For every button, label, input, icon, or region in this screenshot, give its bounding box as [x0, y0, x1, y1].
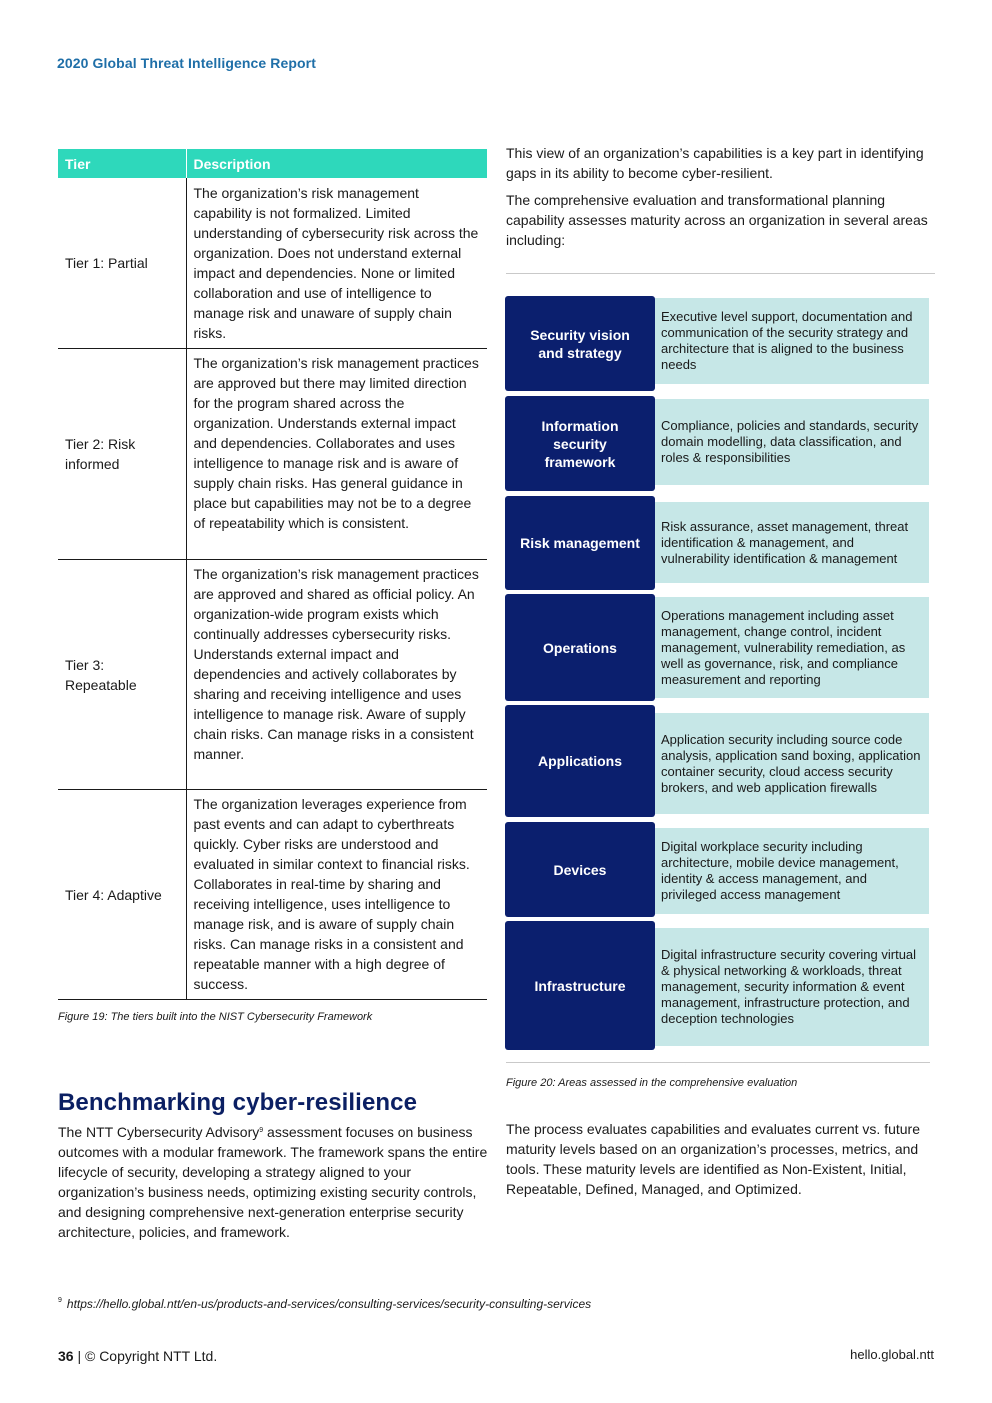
- area-label: Security vision and strategy: [505, 296, 655, 391]
- footnote: [58, 1297, 591, 1311]
- benchmark-paragraph: [58, 1122, 488, 1242]
- figure-19-caption: Figure 19: The tiers built into the NIST Cybersecurity Framework: [58, 1011, 373, 1023]
- table-row: [58, 178, 487, 349]
- description-column-header: Description: [186, 149, 487, 178]
- area-label: Risk management: [505, 496, 655, 590]
- area-information-security-framework: [505, 396, 929, 491]
- area-description: Digital infrastructure security covering virtual & physical networking & workloads, threat management, security information & event management, infrastructure protection, and deception technologies: [655, 928, 929, 1046]
- process-paragraph: The process evaluates capabilities and evaluates current vs. future maturity levels based on an organization’s processes, metrics, and tools. These maturity levels are identified as Non-Existent, Initial, Repeatable, Defined, Managed, and Optimized.: [506, 1121, 921, 1197]
- footnote-number: 9: [58, 1297, 62, 1304]
- area-infrastructure: [505, 921, 929, 1050]
- area-label: Infrastructure: [505, 921, 655, 1050]
- area-operations: [505, 594, 929, 701]
- area-label: Applications: [505, 705, 655, 817]
- tier-description: The organization’s risk management practices are approved and shared as official policy. An organization-wide program exists which continually addresses cybersecurity risks. Understands external impact and dependencies and actively collaborates by sharing and receiving intelligence and uses intelligence to manage risk. Aware of supply chain risks. Can manage risks in a consistent manner.: [186, 560, 487, 790]
- area-label: Devices: [505, 822, 655, 917]
- tier-name: Tier 2: Risk informed: [58, 349, 186, 560]
- divider: [506, 273, 935, 274]
- table-row: [58, 560, 487, 790]
- table-row: [58, 349, 487, 560]
- page-footer: [58, 1348, 217, 1364]
- tier-description: The organization’s risk management capability is not formalized. Limited understanding of cybersecurity risk across the organization. Does not understand external impact and dependencies. None or limited collaboration and use of intelligence to manage risk and unaware of supply chain risks.: [186, 178, 487, 349]
- tier-name: Tier 1: Partial: [58, 178, 186, 349]
- running-header: 2020 Global Threat Intelligence Report: [57, 55, 316, 71]
- footnote-url[interactable]: https://hello.global.ntt/en-us/products-and-services/consulting-services/security-consulting-services: [66, 1297, 592, 1311]
- figure-20-caption: Figure 20: Areas assessed in the comprehensive evaluation: [506, 1077, 798, 1089]
- tier-name: Tier 4: Adaptive: [58, 790, 186, 1000]
- intro-paragraph-2: The comprehensive evaluation and transformational planning capability assesses maturity across an organization in several areas including:: [506, 192, 928, 248]
- area-description: Risk assurance, asset management, threat identification & management, and vulnerability identification & management: [655, 502, 929, 583]
- section-heading: Benchmarking cyber-resilience: [58, 1089, 418, 1116]
- footnote-reference[interactable]: 9: [259, 1127, 264, 1134]
- area-description: Executive level support, documentation and communication of the security strategy and architecture that is aligned to the business needs: [655, 298, 929, 384]
- tier-table: [58, 149, 487, 1000]
- tier-description: The organization’s risk management practices are approved but there may limited direction for the program shared across the organization. Understands external impact and dependencies. Collaborates and uses intelligence to manage risk and is aware of supply chain risks. Has general guidance in place but capabilities may not be to a degree of repeatability which is consistent.: [186, 349, 487, 560]
- area-label: Operations: [505, 594, 655, 701]
- tier-description: The organization leverages experience from past events and can adapt to cyberthreats quickly. Cyber risks are understood and evaluated in similar context to financial risks. Collaborates in real-time by sharing and receiving intelligence, uses intelligence to manage risk, and is aware of supply chain risks. Can manage risks in a consistent and repeatable manner with a high degree of success.: [186, 790, 487, 1000]
- benchmark-text-end: assessment focuses on business outcomes with a modular framework. The framework spans the entire lifecycle of security, developing a strategy aligned to your organization’s business needs, optimizing existing security controls, and designing comprehensive next-generation enterprise security architecture, policies, and framework.: [58, 1124, 488, 1240]
- area-description: Compliance, policies and standards, security domain modelling, data classification, and roles & responsibilities: [655, 399, 929, 485]
- tier-column-header: Tier: [58, 149, 186, 178]
- area-security-vision: [505, 296, 929, 391]
- tier-name: Tier 3: Repeatable: [58, 560, 186, 790]
- area-description: Application security including source code analysis, application sand boxing, application container security, cloud access security brokers, and web application firewalls: [655, 713, 929, 814]
- area-risk-management: [505, 496, 929, 590]
- area-applications: [505, 705, 929, 817]
- divider: [506, 1062, 930, 1063]
- area-description: Operations management including asset management, change control, incident management, vulnerability remediation, as well as governance, risk, and compliance measurement and reporting: [655, 597, 929, 698]
- intro-paragraph-1: This view of an organization’s capabilities is a key part in identifying gaps in its ability to become cyber-resilient.: [506, 145, 924, 181]
- intro-text: [506, 143, 936, 250]
- table-row: [58, 790, 487, 1000]
- area-devices: [505, 822, 929, 917]
- area-description: Digital workplace security including architecture, mobile device management, identity & access management, and privileged access management: [655, 828, 929, 914]
- tier-table-header-row: [58, 149, 487, 178]
- area-label: Information security framework: [505, 396, 655, 491]
- footer-site-link[interactable]: hello.global.ntt: [850, 1347, 934, 1362]
- copyright: | © Copyright NTT Ltd.: [73, 1348, 218, 1364]
- page-number: 36: [58, 1348, 74, 1364]
- benchmark-text-start: The NTT Cybersecurity Advisory: [58, 1124, 260, 1140]
